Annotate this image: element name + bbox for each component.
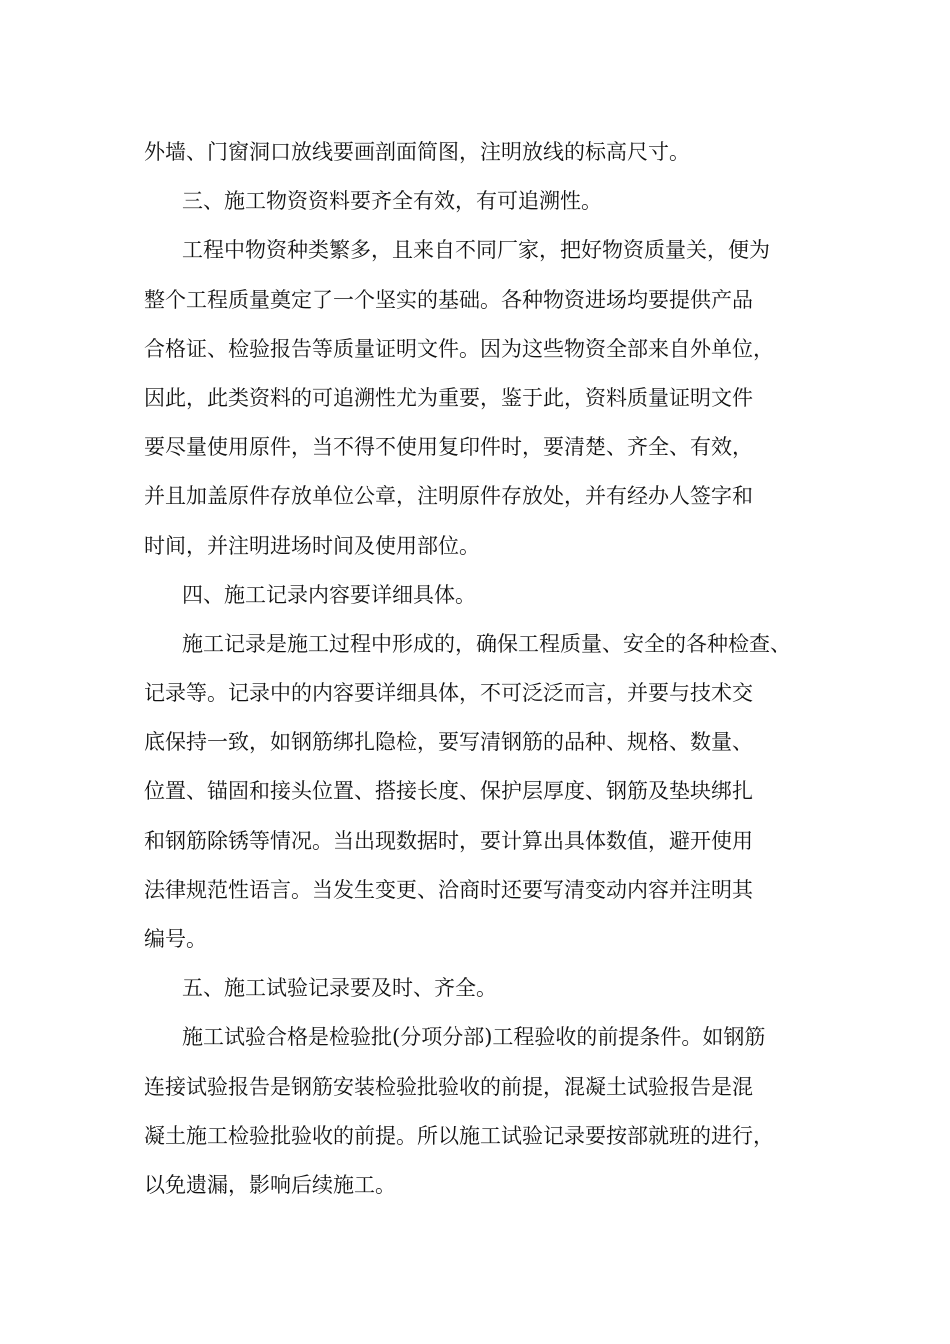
- text-line: 并且加盖原件存放单位公章，注明原件存放处，并有经办人签字和: [144, 484, 753, 509]
- text-line: 施工试验合格是检验批(分项分部)工程验收的前提条件。如钢筋: [182, 1025, 766, 1050]
- text-line: 法律规范性语言。当发生变更、洽商时还要写清变动内容并注明其: [144, 877, 753, 902]
- text-line: 整个工程质量奠定了一个坚实的基础。各种物资进场均要提供产品: [144, 287, 753, 312]
- document-body: [144, 128, 812, 1210]
- text-line: 施工记录是施工过程中形成的，确保工程质量、安全的各种检查、: [182, 631, 791, 656]
- text-line: 以免遗漏，影响后续施工。: [144, 1172, 396, 1197]
- text-line: 外墙、门窗洞口放线要画剖面简图，注明放线的标高尺寸。: [144, 140, 690, 164]
- text-line: 三、施工物资资料要齐全有效，有可追溯性。: [182, 189, 602, 214]
- text-line: 工程中物资种类繁多，且来自不同厂家，把好物资质量关，便为: [182, 238, 770, 263]
- text-line: 要尽量使用原件，当不得不使用复印件时，要清楚、齐全、有效，: [144, 435, 753, 460]
- text-line: 因此，此类资料的可追溯性尤为重要，鉴于此，资料质量证明文件: [144, 385, 753, 410]
- text-line: 凝土施工检验批验收的前提。所以施工试验记录要按部就班的进行，: [144, 1123, 774, 1148]
- text-line: 位置、锚固和接头位置、搭接长度、保护层厚度、钢筋及垫块绑扎: [144, 779, 753, 804]
- text-line: 底保持一致，如钢筋绑扎隐检，要写清钢筋的品种、规格、数量、: [144, 730, 753, 755]
- text-line: 和钢筋除锈等情况。当出现数据时，要计算出具体数值，避开使用: [144, 828, 753, 853]
- text-line: 记录等。记录中的内容要详细具体，不可泛泛而言，并要与技术交: [144, 681, 753, 706]
- text-line: 时间，并注明进场时间及使用部位。: [144, 533, 480, 558]
- text-line: 编号。: [144, 927, 207, 951]
- text-line: 四、施工记录内容要详细具体。: [182, 582, 476, 607]
- text-line: 五、施工试验记录要及时、齐全。: [182, 976, 497, 1001]
- text-line: 合格证、检验报告等质量证明文件。因为这些物资全部来自外单位，: [144, 336, 774, 361]
- text-line: 连接试验报告是钢筋安装检验批验收的前提，混凝土试验报告是混: [144, 1074, 753, 1099]
